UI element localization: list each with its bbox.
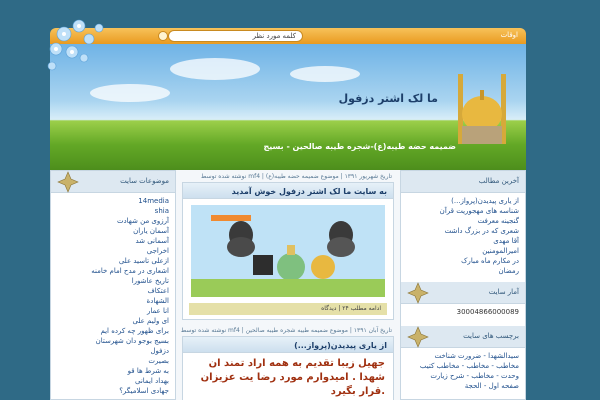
- sidebar-title: برچسب های سایت: [463, 332, 519, 340]
- recent-posts-list: [401, 193, 525, 276]
- cloud-decoration: [290, 66, 360, 82]
- list-item[interactable]: بسیج بوجو دان شهرستان: [95, 337, 169, 345]
- cloud-decoration: [170, 58, 260, 80]
- post-meta: نوشته شده توسط mf4 | تاریخ شهریور ۱۳۹۱ | موضوع ضمیمه حضه طیبه(ع): [200, 173, 392, 180]
- list-item[interactable]: آرزوی من شهادت: [116, 217, 169, 225]
- center-column: [180, 170, 396, 400]
- tag-list: [401, 348, 525, 391]
- list-item[interactable]: آقا مهدی: [493, 237, 519, 245]
- search-input[interactable]: كلمه مورد نظر: [168, 30, 303, 42]
- post-title[interactable]: به سایت ما لک اشتر دزفول خوش آمدید: [183, 183, 393, 199]
- list-item[interactable]: صفحه اول - الحجة: [464, 382, 519, 390]
- post-meta: نوشته شده توسط mf4 | تاریخ آبان ۱۳۹۱ | موضوع ضمیمه طیبه شجره طیبه صالحین: [180, 327, 392, 334]
- list-item[interactable]: بصیرت: [148, 357, 169, 365]
- list-item[interactable]: ای ولیم علی: [132, 317, 169, 325]
- cloud-decoration: [90, 84, 170, 102]
- list-item[interactable]: وحدت - مخاطب - شرح زیارت: [430, 372, 519, 380]
- list-item[interactable]: گنجینه معرفت: [477, 217, 519, 225]
- category-list: [51, 193, 175, 396]
- ornament-icon: [407, 326, 429, 348]
- post-title[interactable]: از یاری پیدیدن(پرواز...): [183, 337, 393, 353]
- list-item[interactable]: از یاری پیدیدن(پرواز...): [451, 197, 519, 205]
- sidebar-title: آخرین مطالب: [478, 177, 519, 185]
- right-sidebar: [400, 170, 526, 400]
- list-item[interactable]: ازعلی تاسید علی: [118, 257, 169, 265]
- list-item[interactable]: به شرط ها قو: [127, 367, 169, 375]
- ornament-icon: [57, 171, 79, 193]
- list-item[interactable]: آسمان یاران: [133, 227, 169, 235]
- list-item[interactable]: اعتکاف: [147, 287, 169, 295]
- list-item[interactable]: رمضان: [498, 267, 519, 275]
- post-banner-icon: [191, 205, 385, 297]
- list-item[interactable]: امیرالمومنین: [482, 247, 519, 255]
- list-item[interactable]: 14media: [138, 197, 169, 205]
- list-item[interactable]: آسمانی شد: [135, 237, 169, 245]
- top-link[interactable]: اوقات: [500, 31, 518, 39]
- sidebar-title: موضوعات سایت: [120, 177, 169, 185]
- post-image: [191, 205, 385, 297]
- list-item[interactable]: shia: [154, 207, 169, 215]
- list-item[interactable]: انا عمار: [147, 307, 169, 315]
- post-card: [182, 336, 394, 400]
- search-button[interactable]: [158, 31, 168, 41]
- list-item[interactable]: اخراجی: [146, 247, 169, 255]
- list-item[interactable]: دزفول: [150, 347, 169, 355]
- list-item[interactable]: اشعاری در مدح امام خامنه: [91, 267, 169, 275]
- list-item[interactable]: تاریخ عاشورا: [131, 277, 169, 285]
- stat-value: 30004866000089: [456, 308, 519, 316]
- sidebar-title: آمار سایت: [488, 288, 519, 296]
- page: [50, 28, 526, 400]
- post-footer[interactable]: ادامه مطلب ۲۴ | دیدگاه: [189, 303, 387, 315]
- list-item[interactable]: شعری که در بزرگ داشت: [444, 227, 519, 235]
- shrine-dome-icon: [452, 64, 512, 144]
- site-subtitle: ضمیمه حضه طیبه(ع)-شجره طیبه صالحین - بسیج: [263, 142, 456, 151]
- ornament-icon: [407, 282, 429, 304]
- list-item[interactable]: الشهادة: [146, 297, 169, 305]
- list-item[interactable]: در مکارم ماه مبارک: [461, 257, 519, 265]
- post-card: [182, 182, 394, 320]
- list-item[interactable]: مخاطب - مخاطب - مخاطب کتیب: [419, 362, 519, 370]
- list-item[interactable]: جهادی اسلامیگر؟: [119, 387, 169, 395]
- list-item[interactable]: شناسه های مهجوریت قرآن: [439, 207, 519, 215]
- sidebar-header: [401, 282, 525, 304]
- post-body: جهیل زیبا تقدیم به همه اراد تمند ان شهدا . امیدوارم مورد رضا یت عزیزان قرار بگیرد.: [200, 358, 385, 397]
- main-content: [50, 170, 526, 400]
- sidebar-header: [401, 171, 525, 193]
- site-title: ما لک اشتر دزفول: [338, 92, 438, 105]
- flower-decoration-icon: [44, 14, 124, 84]
- sidebar-header: [401, 326, 525, 348]
- left-sidebar: [50, 170, 176, 400]
- list-item[interactable]: بهداد ایمانی: [135, 377, 169, 385]
- sidebar-header: [51, 171, 175, 193]
- list-item[interactable]: سیدالشهدا - ضرورت شناخت: [434, 352, 519, 360]
- list-item[interactable]: برای ظهور چه کرده ایم: [100, 327, 169, 335]
